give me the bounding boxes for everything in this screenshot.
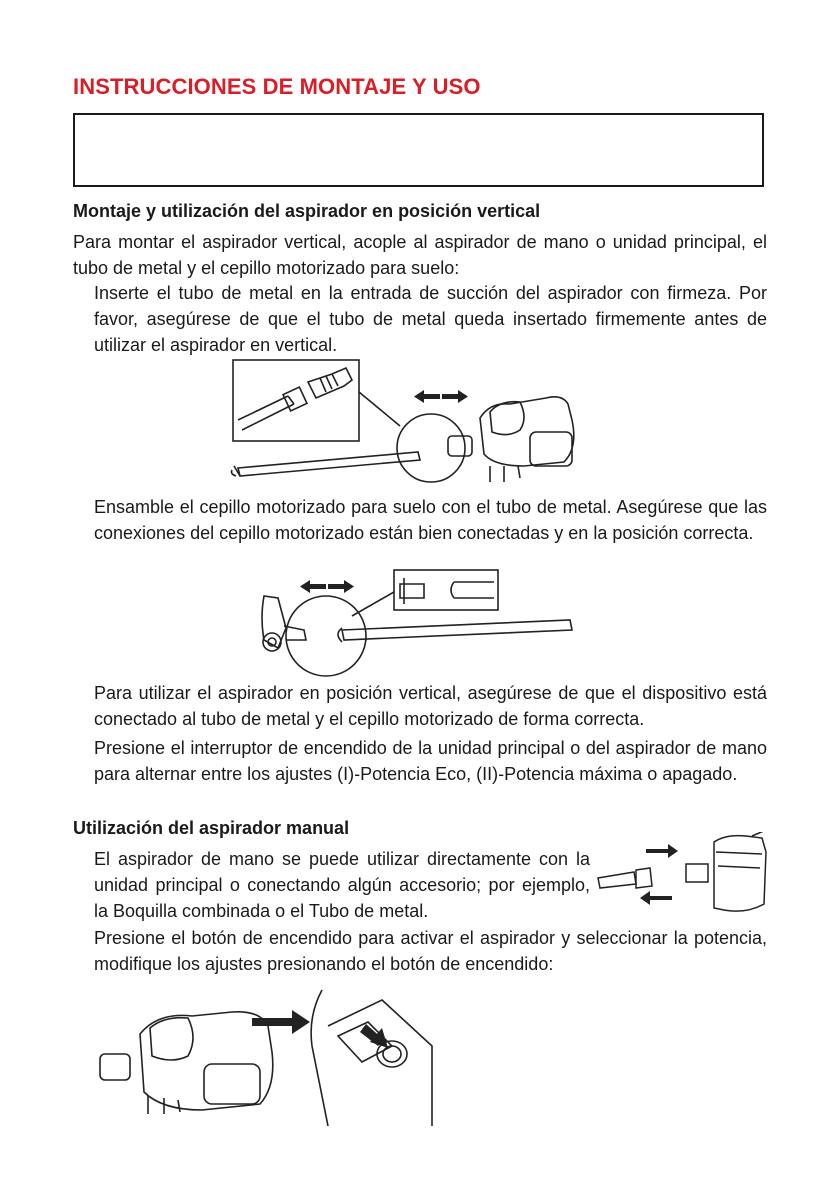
tube-insert-illustration	[228, 358, 588, 486]
notice-box	[73, 113, 764, 187]
power-button-illustration	[92, 986, 442, 1126]
page-title: INSTRUCCIONES DE MONTAJE Y USO	[73, 74, 481, 99]
section-heading-manual: Utilización del aspirador manual	[73, 818, 350, 838]
paragraph-manual-step2: Presione el botón de encendido para activar el aspirador y seleccionar la potencia, modifique los ajustes presionando el botón de encendido:	[94, 928, 767, 974]
paragraph-vertical-step4: Presione el interruptor de encendido de la unidad principal o del aspirador de mano para alternar entre los ajustes (I)-Potencia Eco, (II)-Potencia máxima o apagado.	[94, 738, 767, 784]
handheld-accessory-illustration	[596, 832, 772, 918]
paragraph-vertical-step1: Inserte el tubo de metal en la entrada de succión del aspirador con firmeza. Por favor, asegúrese de que el tubo de metal queda insertado firmemente antes de utilizar el aspirador en vertical.	[94, 283, 767, 355]
paragraph-vertical-step2: Ensamble el cepillo motorizado para suelo con el tubo de metal. Asegúrese que las conexiones del cepillo motorizado están bien conectadas y en la posición correcta.	[94, 497, 767, 543]
paragraph-manual-step1: El aspirador de mano se puede utilizar directamente con la unidad principal o conectando algún accesorio; por ejemplo, la Boquilla combinada o el Tubo de metal.	[94, 849, 590, 921]
paragraph-vertical-intro: Para montar el aspirador vertical, acople al aspirador de mano o unidad principal, el tubo de metal y el cepillo motorizado para suelo:	[73, 232, 767, 278]
section-heading-vertical: Montaje y utilización del aspirador en posición vertical	[73, 201, 541, 221]
floor-brush-illustration	[254, 568, 586, 680]
paragraph-vertical-step3: Para utilizar el aspirador en posición vertical, asegúrese de que el dispositivo está conectado al tubo de metal y el cepillo motorizado de forma correcta.	[94, 683, 767, 729]
